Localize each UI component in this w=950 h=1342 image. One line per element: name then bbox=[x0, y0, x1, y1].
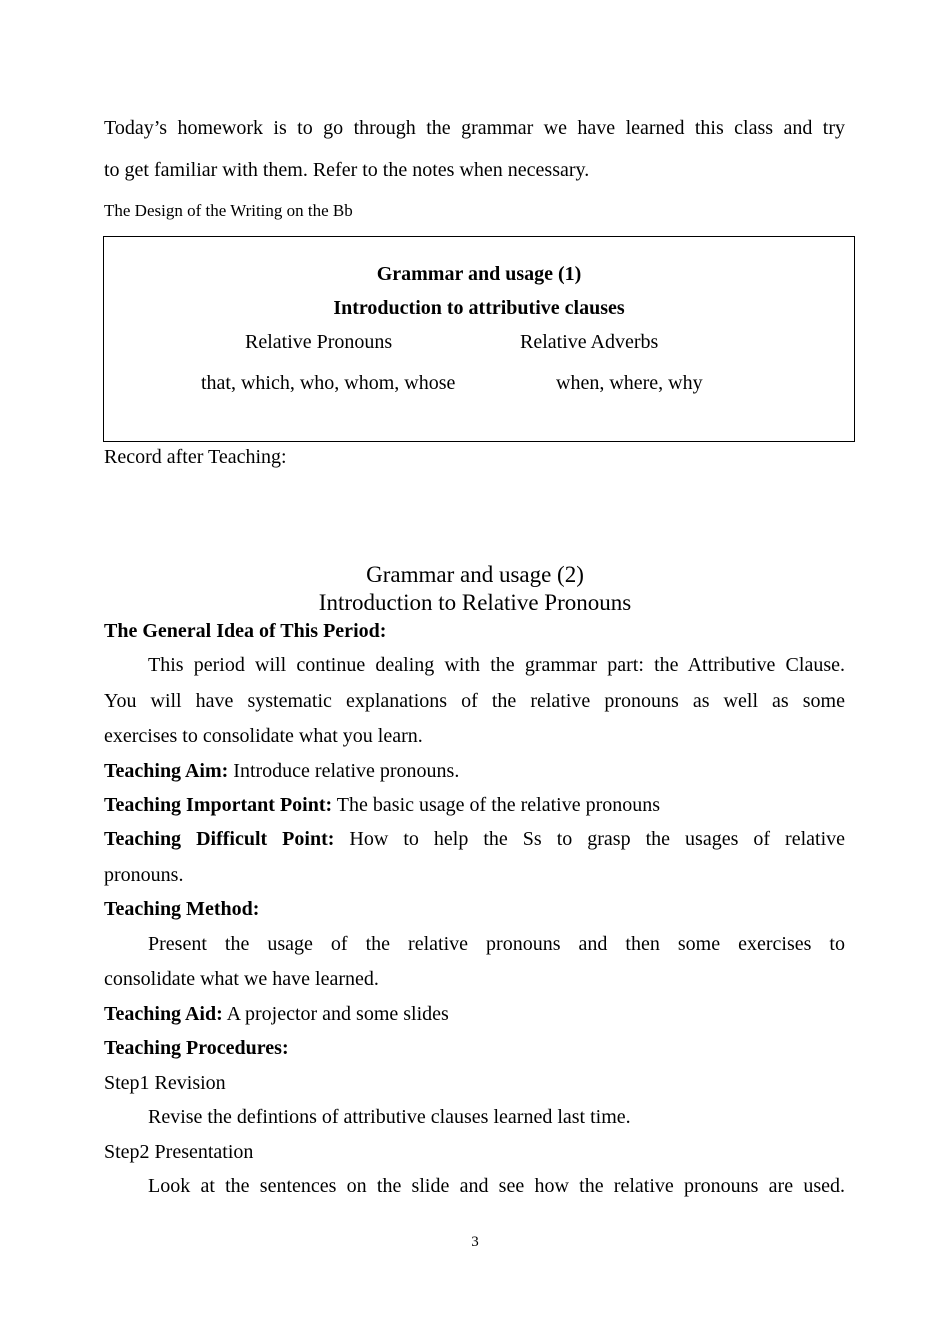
homework-line-2: to get familiar with them. Refer to the notes when necessary. bbox=[104, 159, 590, 181]
blackboard-design-box bbox=[103, 236, 855, 442]
bb-col2-header: Relative Adverbs bbox=[520, 331, 659, 353]
general-idea-heading-text: The General Idea of This Period: bbox=[104, 620, 387, 642]
method-label: Teaching Method: bbox=[104, 898, 260, 920]
step1-heading: Step1 Revision bbox=[104, 1072, 226, 1094]
bb-col2-items: when, where, why bbox=[556, 372, 703, 394]
general-idea-line-2: You will have systematic explanations of the relative pronouns as well as some bbox=[104, 690, 845, 712]
section-title: Grammar and usage (2) bbox=[366, 562, 584, 587]
method-line-2: consolidate what we have learned. bbox=[104, 968, 379, 990]
teaching-aim-text: Introduce relative pronouns. bbox=[228, 760, 460, 782]
step2-text: Look at the sentences on the slide and see how the relative pronouns are used. bbox=[148, 1175, 845, 1197]
teaching-aim bbox=[104, 760, 845, 783]
aid-label: Teaching Aid: bbox=[104, 1003, 223, 1025]
record-label: Record after Teaching: bbox=[104, 446, 287, 468]
method-line-1: Present the usage of the relative pronouns and then some exercises to bbox=[148, 933, 845, 955]
important-label: Teaching Important Point: bbox=[104, 794, 333, 816]
teaching-procedures-heading bbox=[104, 1037, 845, 1060]
bb-title: Grammar and usage (1) bbox=[376, 263, 582, 285]
homework-line-1: Today’s homework is to go through the grammar we have learned this class and try bbox=[104, 117, 845, 139]
section-subtitle: Introduction to Relative Pronouns bbox=[318, 590, 632, 615]
procedures-label: Teaching Procedures: bbox=[104, 1037, 289, 1059]
general-idea-heading bbox=[104, 620, 845, 643]
aid-text: A projector and some slides bbox=[222, 1003, 449, 1025]
teaching-aim-label: Teaching Aim: bbox=[104, 760, 229, 782]
teaching-difficult-point bbox=[104, 828, 845, 851]
page-number: 3 bbox=[471, 1234, 479, 1250]
general-idea-line-3: exercises to consolidate what you learn. bbox=[104, 725, 423, 747]
teaching-aid bbox=[104, 1003, 845, 1026]
bb-col1-items: that, which, who, whom, whose bbox=[201, 372, 456, 394]
difficult-label: Teaching Difficult Point: bbox=[104, 828, 335, 850]
bb-col1-header: Relative Pronouns bbox=[245, 331, 393, 353]
important-text: The basic usage of the relative pronouns bbox=[332, 794, 661, 816]
step2-heading: Step2 Presentation bbox=[104, 1141, 254, 1163]
bb-design-label: The Design of the Writing on the Bb bbox=[104, 201, 353, 220]
difficult-text: How to help the Ss to grasp the usages of relative bbox=[334, 828, 846, 850]
bb-subtitle: Introduction to attributive clauses bbox=[333, 297, 625, 319]
step1-text: Revise the defintions of attributive clauses learned last time. bbox=[148, 1106, 631, 1128]
general-idea-line-1: This period will continue dealing with the grammar part: the Attributive Clause. bbox=[148, 654, 845, 676]
teaching-important-point bbox=[104, 794, 845, 817]
difficult-text-line-2: pronouns. bbox=[104, 864, 184, 886]
teaching-method-heading bbox=[104, 898, 845, 921]
